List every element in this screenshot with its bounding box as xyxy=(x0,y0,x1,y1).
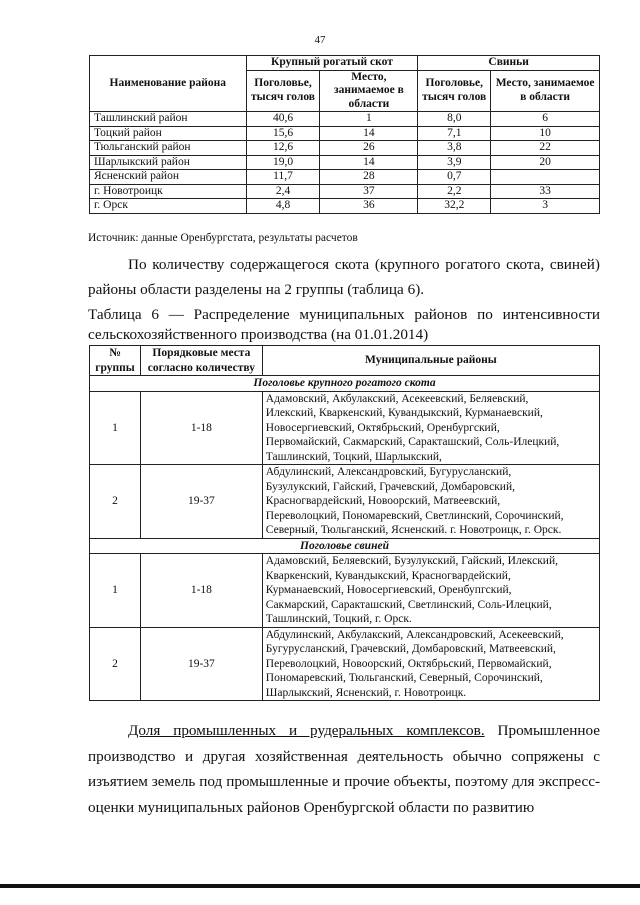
scan-bottom-edge xyxy=(0,884,640,888)
paragraph-text: Промышленное производство и другая хозяйственная деятельность обычно сопряжены с изъятием земель под промышленные и прочие объекты, поэтому для экспресс-оценки муниципальных районов Оренбургской области по развитию xyxy=(88,722,600,816)
district-list-line: Шарлыкский, Ясненский, г. Новотроицк. xyxy=(265,686,467,699)
district-name: Тюльганский район xyxy=(90,141,247,156)
pig-count: 0,7 xyxy=(418,170,491,185)
table-row xyxy=(90,184,600,199)
district-list-line: Курманаевский, Новосергиевский, Оренбупгский, xyxy=(265,584,512,596)
pig-count: 32,2 xyxy=(418,199,491,214)
cattle-count: 4,8 xyxy=(246,199,320,214)
livestock-table xyxy=(89,55,600,214)
table-row xyxy=(90,554,600,628)
district-list-line: Новосергиевский, Октябрьский, Оренбургский, xyxy=(265,421,500,434)
header-places: Порядковые места согласно количеству xyxy=(140,346,262,376)
district-list xyxy=(262,391,599,465)
cattle-rank: 36 xyxy=(320,199,418,214)
paragraph-groups xyxy=(88,252,600,302)
section-cattle: Поголовье крупного рогатого скота xyxy=(90,376,600,392)
header-cattle-headcount: Поголовье, тысяч голов xyxy=(246,70,320,112)
district-list-line: Ташлинский, Тоцкий, Шарлыкский, xyxy=(265,450,442,463)
pig-count: 3,9 xyxy=(418,155,491,170)
table-row xyxy=(90,627,600,701)
paragraph-industrial xyxy=(88,718,600,820)
cattle-count: 2,4 xyxy=(246,184,320,199)
header-pigs: Свиньи xyxy=(418,56,600,71)
header-districts: Муниципальные районы xyxy=(262,346,599,376)
cattle-count: 12,6 xyxy=(246,141,320,156)
table-row xyxy=(90,141,600,156)
district-list-line: Ташлинский, Тоцкий, г. Орск. xyxy=(265,613,412,625)
district-list-line: Северный, Тюльганский, Ясненский. г. Новотроицк, г. Орск. xyxy=(265,524,562,536)
header-group: № группы xyxy=(90,346,141,376)
pig-rank: 3 xyxy=(491,199,600,214)
place-range: 1-18 xyxy=(140,391,262,465)
header-cattle-rank: Место, занимаемое в области xyxy=(320,70,418,112)
district-list xyxy=(262,627,599,701)
district-list-line: Адамовский, Беляевский, Бузулукский, Гайский, Илекский, xyxy=(265,555,558,567)
pig-rank: 33 xyxy=(491,184,600,199)
pig-rank: 22 xyxy=(491,141,600,156)
district-list-line: Красногвардейский, Новоорский, Матвеевский, xyxy=(265,495,501,507)
pig-rank: 10 xyxy=(491,126,600,141)
district-list-line: Абдулинский, Акбулакский, Александровский, Асекеевский, xyxy=(265,628,564,641)
place-range: 1-18 xyxy=(140,554,262,628)
district-list-line: Адамовский, Акбулакский, Асекеевский, Беляевский, xyxy=(265,392,529,405)
table-row xyxy=(90,199,600,214)
cattle-count: 15,6 xyxy=(246,126,320,141)
header-district: Наименование района xyxy=(90,56,247,112)
district-list-line: Абдулинский, Александровский, Бугурусланский, xyxy=(265,466,512,478)
district-name: Ясненский район xyxy=(90,170,247,185)
place-range: 19-37 xyxy=(140,627,262,701)
cattle-rank: 1 xyxy=(320,112,418,127)
district-name: Ташлинский район xyxy=(90,112,247,127)
pig-rank xyxy=(491,170,600,185)
table-row xyxy=(90,170,600,185)
pig-rank: 20 xyxy=(491,155,600,170)
table-row xyxy=(90,112,600,127)
section-pigs: Поголовье свиней xyxy=(90,538,600,554)
table-row xyxy=(90,465,600,539)
header-cattle: Крупный рогатый скот xyxy=(246,56,418,71)
district-name: Тоцкий район xyxy=(90,126,247,141)
pig-count: 7,1 xyxy=(418,126,491,141)
district-list-line: Пономаревский, Тюльганский, Северный, Сорочинский, xyxy=(265,672,543,684)
district-list-line: Переволоцкий, Пономаревский, Светлинский, Сорочинский, xyxy=(265,509,564,522)
group-number: 2 xyxy=(90,627,141,701)
cattle-rank: 14 xyxy=(320,155,418,170)
table-source-note: Источник: данные Оренбургстата, результаты расчетов xyxy=(88,232,358,244)
header-pig-headcount: Поголовье, тысяч голов xyxy=(418,70,491,112)
group-number: 1 xyxy=(90,554,141,628)
table-row xyxy=(90,155,600,170)
place-range: 19-37 xyxy=(140,465,262,539)
cattle-rank: 26 xyxy=(320,141,418,156)
pig-rank: 6 xyxy=(491,112,600,127)
section-heading-underlined: Доля промышленных и рудеральных комплексов. xyxy=(128,722,485,739)
intensity-table xyxy=(89,345,600,701)
page-number: 47 xyxy=(314,34,326,46)
cattle-count: 11,7 xyxy=(246,170,320,185)
district-list-line: Первомайский, Сакмарский, Саракташский, Соль-Илецкий, xyxy=(265,436,560,448)
district-list-line: Сакмарский, Саракташский, Светлинский, Соль-Илецкий, xyxy=(265,598,552,611)
cattle-rank: 28 xyxy=(320,170,418,185)
header-pig-rank: Место, занимаемое в области xyxy=(491,70,600,112)
district-name: Шарлыкский район xyxy=(90,155,247,170)
district-list-line: Илекский, Кваркенский, Кувандыкский, Курманаевский, xyxy=(265,407,543,419)
cattle-count: 19,0 xyxy=(246,155,320,170)
district-list-line: Переволоцкий, Новоорский, Октябрьский, Первомайский, xyxy=(265,657,552,670)
cattle-rank: 37 xyxy=(320,184,418,199)
group-number: 1 xyxy=(90,391,141,465)
district-name: г. Орск xyxy=(90,199,247,214)
district-list xyxy=(262,465,599,539)
paragraph-text: По количеству содержащегося скота (крупного рогатого скота, свиней) районы области разделены на 2 группы (таблица 6). xyxy=(88,256,600,298)
cattle-count: 40,6 xyxy=(246,112,320,127)
district-list-line: Бузулукский, Гайский, Грачевский, Домбаровский, xyxy=(265,480,515,493)
pig-count: 3,8 xyxy=(418,141,491,156)
table-caption: Таблица 6 — Распределение муниципальных районов по интенсивности сельскохозяйственного производства (на 01.01.2014) xyxy=(88,306,600,343)
district-list-line: Бугурусланский, Грачевский, Домбаровский, Матвеевский, xyxy=(265,643,556,655)
pig-count: 8,0 xyxy=(418,112,491,127)
table-row xyxy=(90,126,600,141)
pig-count: 2,2 xyxy=(418,184,491,199)
cattle-rank: 14 xyxy=(320,126,418,141)
table-row xyxy=(90,391,600,465)
group-number: 2 xyxy=(90,465,141,539)
district-name: г. Новотроицк xyxy=(90,184,247,199)
district-list-line: Кваркенский, Кувандыкский, Красногвардейский, xyxy=(265,569,511,582)
district-list xyxy=(262,554,599,628)
